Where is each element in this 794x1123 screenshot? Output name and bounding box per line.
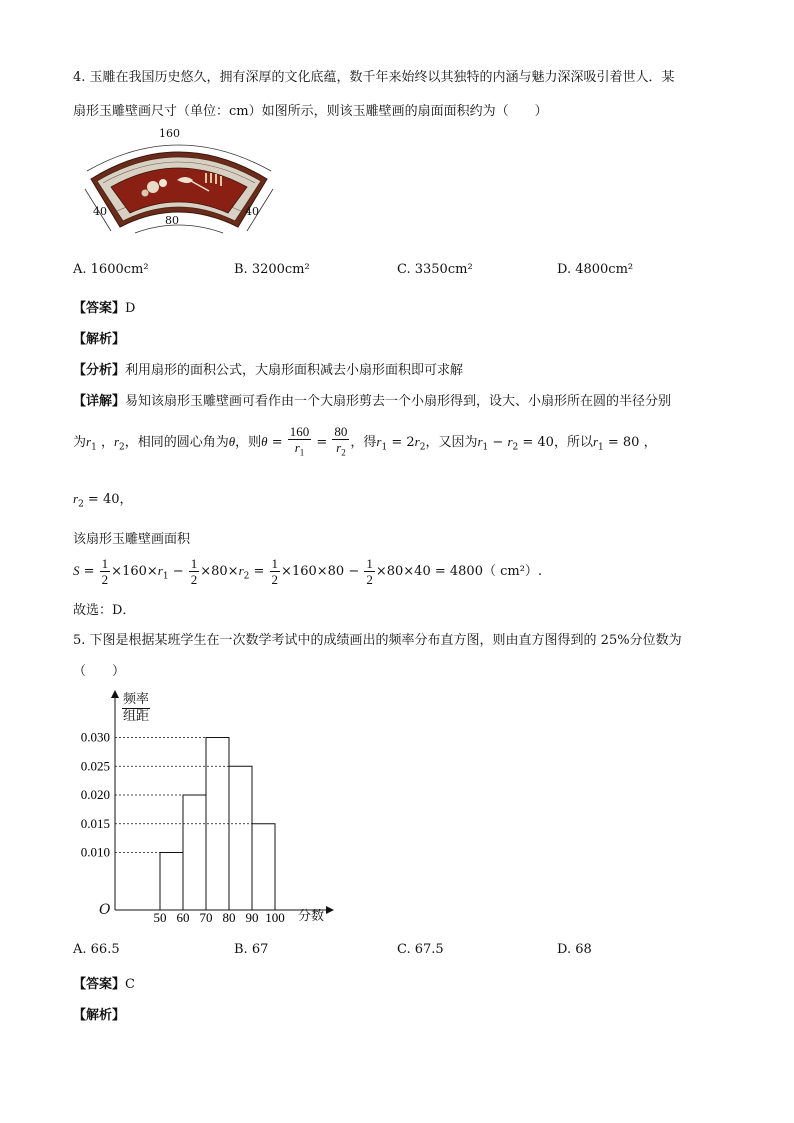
q4-option-a: A. 1600cm²	[73, 262, 149, 277]
x-tick-label: 50	[153, 910, 167, 925]
y-tick-label: 0.020	[80, 787, 110, 802]
histogram-bar	[229, 766, 252, 910]
fan-top-label: 160	[159, 127, 180, 140]
q4-detail-row3: $r_2 = 40$，	[73, 491, 133, 510]
q5-option-b: B. 67	[234, 942, 269, 957]
x-tick-label: 90	[245, 910, 259, 925]
histogram-bar	[206, 738, 229, 911]
x-tick-label: 100	[265, 910, 285, 925]
q4-fan-figure	[73, 125, 283, 245]
x-tick-label: 60	[176, 910, 190, 925]
q5-option-c: C. 67.5	[397, 942, 444, 957]
q4-detail-row2: 为$r_1$ ，$r_2$，相同的圆心角为θ，则θ = $\frac{160}{r_1}$ = $\frac{80}{r_2}$ ，得$r_1 = 2r_2$，又因为$r_1 - r_2 = 40$，所以$r_1 = 80$ ，	[73, 424, 657, 461]
histogram-bar	[160, 853, 183, 911]
fraction-80-r2: $\frac{80}{r_2}$	[334, 424, 348, 458]
q4-area-formula: S = $\frac{1}{2}$ $\times 160\times r_1$ − $\frac{1}{2}$ $\times 80\times r_2$ = $\frac{1}{2}$ ×160×80 − $\frac{1}{2}$ ×80×40 = 4800（ cm²）.	[73, 556, 543, 587]
q5-stem-line2: （ ）	[73, 664, 126, 679]
q4-answer-value: D	[125, 301, 136, 316]
q4-area-label: 该扇形玉雕壁画面积	[73, 532, 191, 547]
q4-answer-tag: 【答案】	[73, 301, 126, 316]
fan-painting-image	[73, 125, 283, 245]
q4-analysis-tag: 【解析】	[73, 332, 126, 347]
x-axis-label: 分数	[298, 909, 325, 924]
q5-answer-value: C	[125, 977, 135, 992]
q4-detail-row1: 【详解】易知该扇形玉雕壁画可看作由一个大扇形剪去一个小扇形得到，设大、小扇形所在圆的半径分别	[73, 394, 672, 409]
x-tick-label: 80	[222, 910, 236, 925]
fan-right-label: 40	[245, 205, 259, 218]
q4-option-d: D. 4800cm²	[557, 262, 634, 277]
q5-analysis-tag: 【解析】	[73, 1008, 126, 1023]
q5-answer-row: 【答案】C	[73, 977, 135, 992]
q4-stem-line2: 扇形玉雕壁画尺寸（单位：cm）如图所示，则该玉雕壁画的扇面面积约为（ ）	[73, 104, 548, 119]
y-axis-label: 频率 组距	[123, 692, 150, 724]
q5-stem-line1: 5. 下图是根据某班学生在一次数学考试中的成绩画出的频率分布直方图，则由直方图得到的 25%分位数为	[73, 633, 682, 648]
q5-option-d: D. 68	[557, 942, 592, 957]
y-tick-label: 0.015	[80, 815, 110, 831]
histogram-chart	[70, 688, 340, 928]
q4-stem-line1: 4. 玉雕在我国历史悠久，拥有深厚的文化底蕴，数千年来始终以其独特的内涵与魅力深深吸引着世人．某	[73, 70, 675, 85]
q4-answer-row	[73, 297, 135, 316]
origin-label: O	[99, 902, 111, 918]
y-tick-label: 0.030	[80, 729, 110, 745]
q5-option-a: A. 66.5	[73, 942, 120, 957]
fraction-160-r1: $\frac{160}{r_1}$	[289, 424, 310, 458]
histogram-bar	[252, 824, 275, 910]
q4-option-b: B. 3200cm²	[234, 262, 310, 277]
q4-fenxi-text: 利用扇形的面积公式，大扇形面积减去小扇形面积即可求解	[125, 363, 464, 378]
q4-conclusion: 故选：D．	[73, 603, 136, 618]
fan-bottom-label: 80	[165, 214, 179, 227]
y-tick-label: 0.025	[80, 758, 110, 774]
fan-left-label: 40	[93, 205, 107, 218]
y-tick-label: 0.010	[80, 844, 110, 860]
x-tick-label: 70	[199, 910, 213, 925]
histogram-bar	[183, 795, 206, 910]
q4-option-c: C. 3350cm²	[397, 262, 473, 277]
histogram-svg	[70, 688, 340, 928]
q4-fenxi-row: 【分析】利用扇形的面积公式，大扇形面积减去小扇形面积即可求解	[73, 363, 464, 378]
